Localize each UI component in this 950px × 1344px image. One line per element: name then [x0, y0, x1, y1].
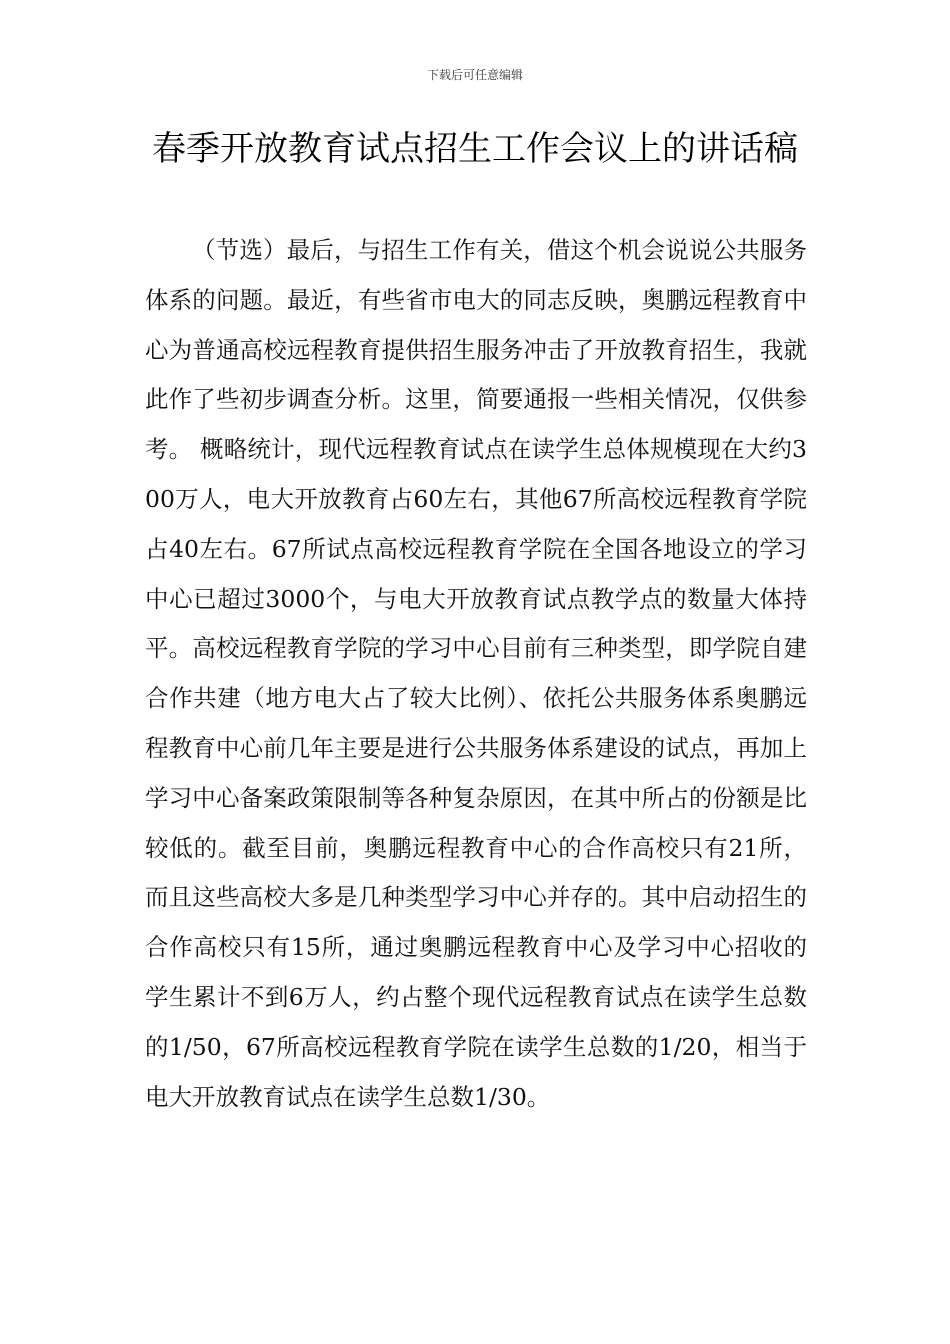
document-title: 春季开放教育试点招生工作会议上的讲话稿: [152, 129, 798, 169]
document-body: （节选）最后，与招生工作有关，借这个机会说说公共服务体系的问题。最近，有些省市电大的同志反映，奥鹏远程教育中心为普通高校远程教育提供招生服务冲击了开放教育招生，我就此作了些初步调查分析。这里，简要通报一些相关情况，仅供参考。 概略统计，现代远程教育试点在读学生总体规模现在大约300万人，电大开放教育占60左右，其他67所高校远程教育学院占40左右。67所试点高校远程教育学院在全国各地设立的学习中心已超过3000个，与电大开放教育试点教学点的数量大体持平。高校远程教育学院的学习中心目前有三种类型，即学院自建合作共建（地方电大占了较大比例）、依托公共服务体系奥鹏远程教育中心前几年主要是进行公共服务体系建设的试点，再加上学习中心备案政策限制等各种复杂原因，在其中所占的份额是比较低的。截至目前，奥鹏远程教育中心的合作高校只有21所，而且这些高校大多是几种类型学习中心并存的。其中启动招生的合作高校只有15所，通过奥鹏远程教育中心及学习中心招收的学生累计不到6万人，约占整个现代远程教育试点在读学生总数的1/50，67所高校远程教育学院在读学生总数的1/20，相当于电大开放教育试点在读学生总数1/30。: [145, 236, 807, 1111]
header-note: 下载后可任意编辑: [426, 68, 523, 82]
